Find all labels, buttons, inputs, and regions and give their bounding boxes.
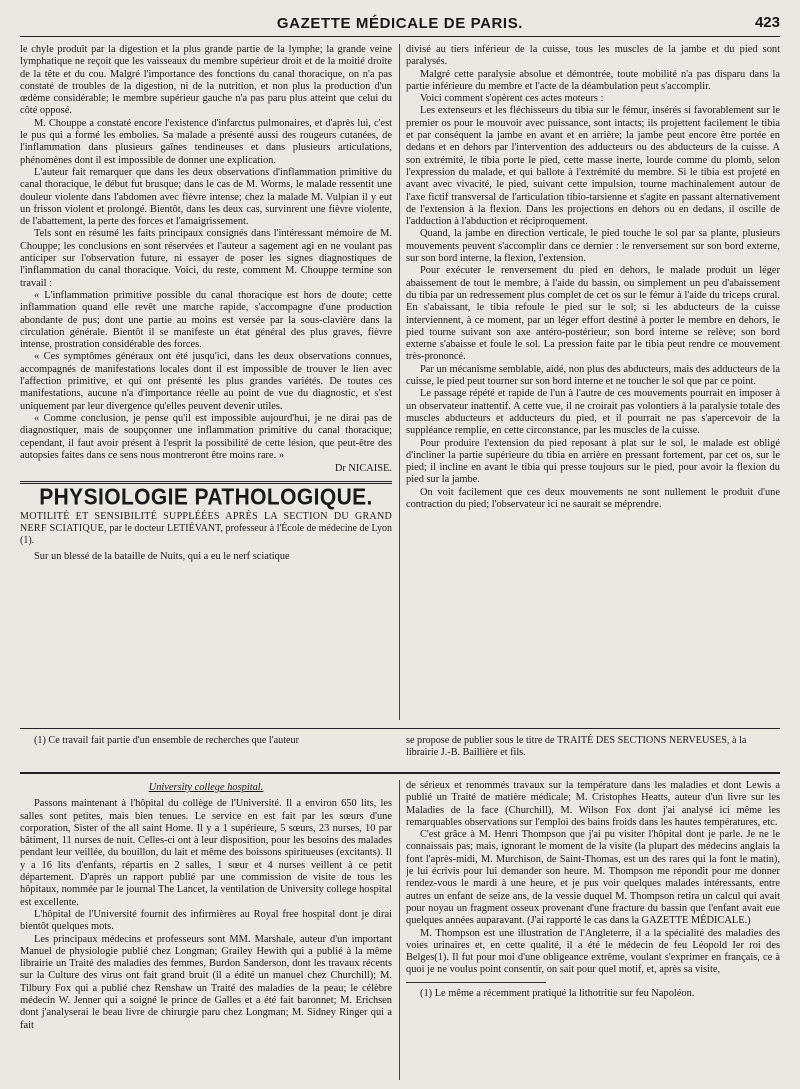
paragraph: M. Chouppe a constaté encore l'existence d'infarctus pulmonaires, et d'après lui, c'est le pus qui a formé les embolies. Sa malade a présenté aussi des rougeurs cutanées, de l'inflammation dans plusieurs gaînes tendineuses et dans plusieurs articulations, phénomènes dont il est impossible de donner une explication. [20, 117, 392, 166]
paragraph: Le passage répété et rapide de l'un à l'autre de ces mouvements pourrait en imposer à un observateur inattentif. A cette vue, il ne croirait pas volontiers à la paralysie totale des muscles abducteurs et adducteurs du pied, et il pourrait ne pas s'apercevoir de la suppléance remplie, en cette circonstance, par les muscles de la cuisse. [406, 388, 780, 437]
page-number: 423 [754, 14, 780, 31]
footnote-right-prefix: se propose de publier sous le titre de [406, 735, 555, 746]
paragraph: On voit facilement que ces deux mouvements ne sont nullement le produit d'une contraction du pied; l'observateur ici ne saurait se méprendre. [406, 486, 780, 510]
paragraph: de sérieux et renommés travaux sur la température dans les maladies et dont Lewis a publié un Traité de matière médicale; M. Cristophes Heatts, auteur d'un livre sur les Maladies de la face (Churchill), M. Wilson Fox dont j'ai analysé ici même les remarquables observations sur l'emploi des bains froids dans les hautes températures, etc. [406, 780, 780, 828]
right-column-top [406, 44, 780, 720]
article-title-caps: MOTILITÉ ET SENSIBILITÉ SUPPLÉÉES APRÈS LA SECTION DU GRAND NERF SCIATIQUE, [20, 510, 392, 534]
journal-title: GAZETTE MÉDICALE DE PARIS. [276, 15, 524, 32]
quote-paragraph: « Comme conclusion, je pense qu'il est impossible aujourd'hui, je ne dirai pas de diagnostiquer, mais de soupçonner une inflammation primitive du canal thoracique; cependant, il faut avoir présent à l'esprit la possibilité de cette lésion, que peut-être des autopsies faites dans ce sens nous montreront être moins rare. » [20, 412, 392, 461]
section-title: PHYSIOLOGIE PATHOLOGIQUE. [39, 485, 373, 511]
footnote-right [406, 735, 780, 759]
paragraph: Pour produire l'extension du pied reposant à plat sur le sol, le malade est obligé d'incliner la partie supérieure du tibia en arrière en pressant fortement, par cet os, sur le pied; il incline en avant le tibia qui presse toujours sur le pied, pour avoir la flexion du pied sur la jambe. [406, 437, 780, 486]
footnote-rule [406, 982, 546, 983]
paragraph: M. Thompson est une illustration de l'Angleterre, il a la spécialité des maladies des voies urinaires et, en cette qualité, il a été le médecin de feu Léopold Ier roi des Belges(1). Il fut pour moi d'une obligeance extrême, voulant s'exprimer en français, ce à quoi je ne voulus point consentir, on sait pour quel motif, et, après sa visite, [406, 927, 780, 976]
paragraph: Par un mécanisme semblable, aidé, non plus des abducteurs, mais des adducteurs de la cuisse, le pied peut tourner sur son bord interne et ne toucher le sol que par ce point. [406, 363, 780, 388]
paragraph: L'hôpital de l'Université fournit des infirmières au Royal free hospital dont je dirai bientôt quelques mots. [20, 908, 392, 933]
paragraph: Les principaux médecins et professeurs sont MM. Marshale, auteur d'un important Manuel de physiologie publié chez Longman; Grailey Hewith qui a publié à la même librairie un Traité des maladies des femmes, Burdon Sanderson, dont les travaux récents sur la Culture des virus ont fait grand bruit (il a édité un manuel chez Churchill); M. Tilbury Fox qui a publié chez Renshaw un Traité des maladies de la peau; le célèbre médecin W. Jenner qui a soigné le prince de Galles et a été fait baronnet; M. Erichsen dont j'analyserai le beau livre de chirurgie paru chez Longman; M. Sidney Ringer qui a fait [20, 933, 392, 1031]
paragraph: Sur un blessé de la bataille de Nuits, qui a eu le nerf sciatique [34, 550, 290, 562]
paragraph: Les extenseurs et les fléchisseurs du tibia sur le fémur, insérés si favorablement sur le premier os pour le mouvoir avec puissance, sont intacts; ils projettent facilement le tibia et par conséquent la jambe en avant et en arrière; la jambe peut encore être portée en dedans et en dehors par l'intervention des adducteurs ou des abducteurs de la cuisse. A son extrémité, le tibia porte le pied, cette masse inerte, lourde comme du plomb, selon l'expression du malade, et qui ballote à l'extrémité du membre. Si le tibia est projeté en avant avec vivacité, le pied, suivant cette impulsion, tourne machinalement autour de l'axe fictif transversal de l'articulation tibio-tarsienne et s'agite en passant alternativement de l'extension à la flexion. Dans les projections en dehors ou en dedans, il oscille de l'adduction à l'abduction et réciproquement. [406, 105, 780, 228]
paragraph: Pour exécuter le renversement du pied en dehors, le malade produit un léger abaissement de tout le membre, à l'aide du bassin, ou simplement un peu d'abaissement du tibia par un redressement plus complet de cet os sur le fémur à l'aide du triceps crural. En s'abaissant, le tibia refoule le pied sur le sol; si les abducteurs de la cuisse interviennent, à ce moment, par un léger effort destiné à porter le membre en dehors, le pied tourne suivant son axe antéro-postérieur; son bord interne se relève; son bord externe s'abaisse et foule le sol. La pression faite par le tibia peut rendre ce mouvement très-prononcé. [406, 265, 780, 363]
paragraph: le chyle produit par la digestion et la plus grande partie de la lymphe; la grande veine lymphatique ne reçoit que les vaisseaux du membre supérieur droit et de la moitié droite de la tête et du cou. Malgré l'importance des fonctions du canal thoracique, on n'a pas constaté de troubles de la digestion, ni de la nutrition, et non plus la production d'un œdème considérable; le membre supérieur gauche n'a pas paru plus atteint que celui du côté opposé. [20, 44, 392, 117]
paragraph: Tels sont en résumé les faits principaux consignés dans l'intéressant mémoire de M. Chouppe; les conclusions en sont réservées et l'auteur a sagement agi en ne voulant pas anticiper sur l'observation future, ni essayer de poser les signes diagnostiques de l'inflammation du canal thoracique. Voici, du reste, comment M. Chouppe termine son travail : [20, 228, 392, 289]
article-title-rest: par le docteur LETIÉVANT, professeur à l'École de médecine de Lyon (1). [20, 522, 392, 546]
right-column-bottom [406, 780, 780, 1080]
paragraph: L'auteur fait remarquer que dans les deux observations d'inflammation primitive du canal thoracique, le début fut brusque; dans le cas de M. Worms, le malade ressentit une douleur violente dans l'abdomen avec fièvre intense; chez la malade M. Vulpian il y eut un frisson violent et prolongé. Bientôt, dans les deux cas, survinrent une fièvre violente, de l'abattement, la perte des forces et l'amaigrissement. [20, 166, 392, 228]
column-separator [399, 780, 400, 1080]
paragraph: divisé au tiers inférieur de la cuisse, tous les muscles de la jambe et du pied sont paralysés. [406, 44, 780, 68]
running-header [20, 10, 780, 37]
paragraph: Malgré cette paralysie absolue et démontrée, toute mobilité n'a pas disparu dans la partie inférieure du membre et l'acte de la déambulation peut s'accomplir. [406, 68, 780, 92]
footnote-rule [20, 728, 780, 729]
author-signature: Dr NICAISE. [334, 463, 392, 475]
article-heading: University college hospital. [148, 782, 264, 793]
left-column-bottom [20, 780, 392, 1080]
paragraph: Voici comment s'opèrent ces actes moteurs : [420, 93, 604, 105]
paragraph: Passons maintenant à l'hôpital du collège de l'Université. Il a environ 650 lits, les salles sont petites, mais bien tenues. Le service en est fait par les sœurs d'une corporation, Sister of the all saint Home. Il y a 1 supérieure, 5 sœurs, 23 nurses, 10 par bâtiment, 11 nurses de nuit. Celles-ci ont à leur disposition, pour les besoins des malades pendant leur veillée, du bouillon, du lait et même des boissons spiritueuses (excitants). Il y a 16 lits d'enfants, répartis en 2 salles, 1 sœur et 4 nurses veillent à ce petit département. D'après un rapport publié par une commission de visite de tous les hôpitaux, nommée par le journal The Lancet, la ventilation de University college hospital est excellente. [20, 798, 392, 908]
footnote-right-suffix: , à la librairie J.-B. Baillière et fils. [406, 735, 747, 758]
feuilleton-rule [20, 772, 780, 774]
paragraph: C'est grâce à M. Henri Thompson que j'ai pu visiter l'hôpital dont je parle. Je ne le connaissais pas; mais, ignorant le moment de la visite (la plupart des médecins anglais la font l'après-midi, M. Murchison, de Saint-Thomas, est un des rares qui la font le matin), je lui écrivis pour lui demander son heure. M. Thompson me répondit pour me donner rendez-vous le mardi à une heure, et je pus voir quelques malades intéressants, entre autres un enfant de seize ans, de la vessie duquel M. Thompson retira un calcul qui avait pour noyau un fragment osseux provenant d'une fracture du bassin que l'enfant avait eue quelques années auparavant. (J'ai rapporté le cas dans la GAZETTE MÉDICALE.) [406, 829, 780, 927]
left-column-top [20, 44, 392, 720]
footnote-left: (1) Ce travail fait partie d'un ensemble de recherches que l'auteur [34, 735, 300, 746]
footnote: (1) Le même a récemment pratiqué la lithotritie sur feu Napoléon. [420, 987, 695, 999]
article-title [20, 511, 392, 547]
column-separator [399, 44, 400, 720]
quote-paragraph: « L'inflammation primitive possible du canal thoracique est hors de doute; cette inflammation quand elle revêt une marche rapide, s'accompagne d'une production abondante de pus; dont une partie au moins est versée par la sous-clavière dans la circulation générale. Bientôt il se manifeste un état général des plus graves, fièvre intense, prostration considérable des forces. [20, 289, 392, 351]
footnote-right-title: TRAITÉ DES SECTIONS NERVEUSES [557, 735, 727, 746]
quote-paragraph: « Ces symptômes généraux ont été jusqu'ici, dans les deux observations connues, accompagnés de manifestations locales dont il est impossible de trouver le lien avec l'affection primitive, et qui ont présenté les plus grandes variétés. De toutes ces manifestations, aucune n'a d'importance réelle au point de vue du diagnostic, et s'est uniquement par leur divergence qu'elles peuvent devenir utiles. [20, 351, 392, 412]
paragraph: Quand, la jambe en direction verticale, le pied touche le sol par sa plante, plusieurs mouvements peuvent s'accomplir dans ce dernier : le renversement sur son bord externe, sur son bord interne, la flexion, l'extension. [406, 228, 780, 265]
